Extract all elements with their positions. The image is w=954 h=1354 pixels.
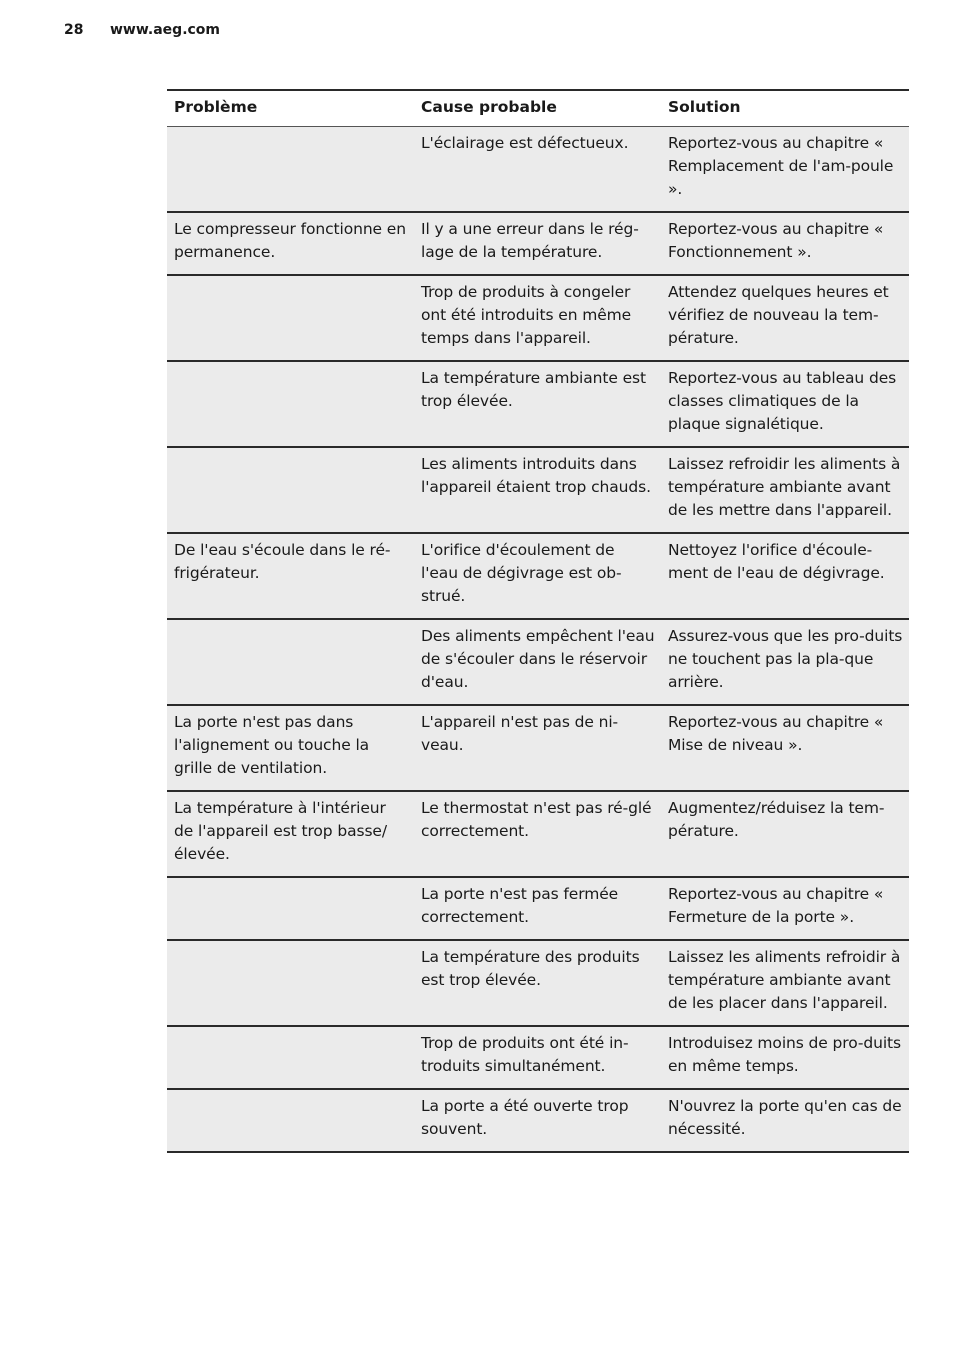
table-row (167, 1089, 909, 1152)
problem-cell (167, 619, 414, 705)
table-row (167, 619, 909, 705)
solution-cell: Introduisez moins de pro-duits en même temps. (661, 1026, 909, 1089)
solution-cell: Reportez-vous au chapitre « Fermeture de la porte ». (661, 877, 909, 940)
site-url: www.aeg.com (110, 22, 221, 38)
problem-cell: La porte n'est pas dans l'alignement ou touche la grille de ventilation. (167, 705, 414, 791)
cause-cell: Des aliments empêchent l'eau de s'écouler dans le réservoir d'eau. (414, 619, 661, 705)
problem-cell: La température à l'intérieur de l'appareil est trop basse/élevée. (167, 791, 414, 877)
problem-cell (167, 940, 414, 1026)
solution-cell: Laissez les aliments refroidir à température ambiante avant de les placer dans l'appareil. (661, 940, 909, 1026)
cause-cell: Il y a une erreur dans le rég-lage de la température. (414, 212, 661, 275)
cause-cell: La température des produits est trop élevée. (414, 940, 661, 1026)
table-row (167, 791, 909, 877)
table-row (167, 127, 909, 213)
solution-cell: Reportez-vous au chapitre « Remplacement de l'am-poule ». (661, 127, 909, 213)
page-header (64, 22, 220, 38)
solution-cell: Laissez refroidir les aliments à température ambiante avant de les mettre dans l'appareil. (661, 447, 909, 533)
cause-cell: L'éclairage est défectueux. (414, 127, 661, 213)
solution-cell: Assurez-vous que les pro-duits ne touchent pas la pla-que arrière. (661, 619, 909, 705)
cause-cell: La porte a été ouverte trop souvent. (414, 1089, 661, 1152)
table-row (167, 212, 909, 275)
table-row (167, 705, 909, 791)
solution-cell: Reportez-vous au chapitre « Fonctionnement ». (661, 212, 909, 275)
column-header-cause: Cause probable (414, 90, 661, 127)
troubleshooting-table (167, 89, 909, 1153)
cause-cell: Trop de produits ont été in-troduits simultanément. (414, 1026, 661, 1089)
problem-cell: De l'eau s'écoule dans le ré-frigérateur. (167, 533, 414, 619)
solution-cell: Attendez quelques heures et vérifiez de nouveau la tem-pérature. (661, 275, 909, 361)
cause-cell: La porte n'est pas fermée correctement. (414, 877, 661, 940)
page-number: 28 (64, 22, 84, 38)
solution-cell: N'ouvrez la porte qu'en cas de nécessité. (661, 1089, 909, 1152)
cause-cell: L'orifice d'écoulement de l'eau de dégivrage est ob-strué. (414, 533, 661, 619)
problem-cell: Le compresseur fonctionne en permanence. (167, 212, 414, 275)
problem-cell (167, 877, 414, 940)
problem-cell (167, 275, 414, 361)
table-header-row (167, 90, 909, 127)
cause-cell: La température ambiante est trop élevée. (414, 361, 661, 447)
problem-cell (167, 127, 414, 213)
problem-cell (167, 447, 414, 533)
cause-cell: Trop de produits à congeler ont été introduits en même temps dans l'appareil. (414, 275, 661, 361)
table-row (167, 533, 909, 619)
table-row (167, 877, 909, 940)
table-row (167, 361, 909, 447)
column-header-problem: Problème (167, 90, 414, 127)
solution-cell: Augmentez/réduisez la tem-pérature. (661, 791, 909, 877)
solution-cell: Nettoyez l'orifice d'écoule-ment de l'eau de dégivrage. (661, 533, 909, 619)
solution-cell: Reportez-vous au tableau des classes climatiques de la plaque signalétique. (661, 361, 909, 447)
table-row (167, 447, 909, 533)
problem-cell (167, 1026, 414, 1089)
table-row (167, 940, 909, 1026)
cause-cell: Le thermostat n'est pas ré-glé correctement. (414, 791, 661, 877)
column-header-solution: Solution (661, 90, 909, 127)
cause-cell: Les aliments introduits dans l'appareil étaient trop chauds. (414, 447, 661, 533)
cause-cell: L'appareil n'est pas de ni-veau. (414, 705, 661, 791)
table-row (167, 275, 909, 361)
problem-cell (167, 361, 414, 447)
solution-cell: Reportez-vous au chapitre « Mise de niveau ». (661, 705, 909, 791)
problem-cell (167, 1089, 414, 1152)
table-row (167, 1026, 909, 1089)
